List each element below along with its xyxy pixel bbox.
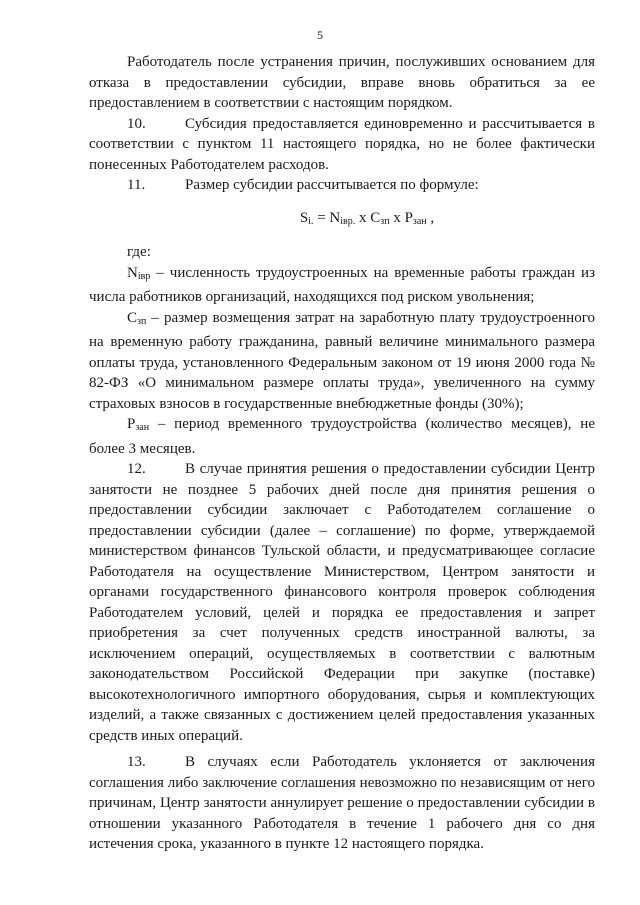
paragraph-10-number: 10. — [127, 115, 146, 132]
definition-c-text: – размер возмещения затрат на заработную плату трудоустроенного на временную работу гражданина, равный величине минимального размера оплаты труда, установленного Федеральным законом от 19 июня 2000 года № 82-ФЗ «О минимальном размере оплаты труда», увеличенного на сумму страховых взносов в государственные внебюджетные фонды (30%); — [89, 309, 595, 412]
paragraph-10 — [89, 114, 595, 176]
definition-p — [89, 414, 595, 459]
formula-n-sub: івр. — [340, 215, 356, 227]
paragraph-11-text: Размер субсидии рассчитывается по формуле: — [185, 177, 479, 193]
formula-s: S — [299, 209, 309, 226]
definition-p-sub: зан — [135, 422, 150, 433]
paragraph-13-text: В случаях если Работодатель уклоняется от заключения соглашения либо заключение соглашения невозможно по независящим от него причинам, Центр занятости аннулирует решение о предоставлении субсидии в отношении указанного Работодателя в течение 1 рабочего дня со дня истечения срока, указанного в пункте 12 настоящего порядка. — [89, 754, 595, 852]
definition-n-text: – численность трудоустроенных на временные работы граждан из числа работников организаций, находящихся под риском увольнения; — [89, 264, 595, 305]
page-number: 5 — [317, 28, 323, 42]
document-body — [89, 52, 595, 855]
formula-eq: = — [313, 209, 330, 226]
paragraph-13-number: 13. — [127, 754, 146, 770]
definition-c — [89, 308, 595, 415]
definition-p-symbol: P — [127, 416, 136, 432]
paragraph-intro: Работодатель после устранения причин, послуживших основанием для отказа в предоставлении субсидии, вправе вновь обратиться за ее предоставлением в соответствии с настоящим порядком. — [89, 54, 595, 111]
formula-n: N — [329, 209, 341, 226]
subsidy-formula — [89, 208, 595, 233]
formula-p-sub: зан — [412, 215, 427, 227]
definition-p-text: – период временного трудоустройства (количество месяцев), не более 3 месяцев. — [89, 416, 595, 457]
definition-c-symbol: C — [127, 309, 138, 326]
formula-x2: x — [389, 209, 405, 226]
formula-c-sub: зп — [380, 215, 390, 227]
definition-c-sub: зп — [137, 315, 147, 327]
paragraph-13 — [89, 752, 595, 855]
formula-x1: x — [355, 209, 371, 226]
formula-tail: , — [426, 209, 435, 226]
where-label: где: — [127, 244, 151, 260]
formula-s-sub: i. — [308, 215, 314, 227]
definition-n-symbol: N — [127, 264, 138, 281]
definition-n — [89, 263, 595, 308]
formula-c: C — [370, 209, 381, 226]
paragraph-12-text: В случае принятия решения о предоставлении субсидии Центр занятости не позднее 5 рабочих дней после дня принятия решения о предоставлении субсидии заключает с Работодателем соглашение о предоставлении субсидии (далее – соглашение) по форме, утверждаемой министерством финансов Тульской области, и предусматривающее согласие Работодателя на осуществление Министерством, Центром занятости и органами государственного финансового контроля проверок соблюдения Работодателем условий, целей и порядка ее предоставления и запрет приобретения за счет полученных средств иностранной валюты, за исключением операций, осуществляемых в соответствии с валютным законодательством Российской Федерации при закупке (поставке) высокотехнологичного импортного оборудования, сырья и комплектующих изделий, а также связанных с достижением целей предоставления указанных средств иных операций. — [89, 461, 595, 744]
paragraph-12 — [89, 459, 595, 746]
paragraph-11 — [89, 175, 595, 196]
paragraph-10-text: Субсидия предоставляется единовременно и рассчитывается в соответствии с пунктом 11 настоящего порядка, но не более фактически понесенных Работодателем расходов. — [89, 115, 595, 173]
paragraph-11-number: 11. — [127, 177, 146, 193]
definition-n-sub: івр — [137, 270, 151, 282]
formula-p: P — [404, 209, 413, 226]
paragraph-12-number: 12. — [127, 461, 146, 477]
